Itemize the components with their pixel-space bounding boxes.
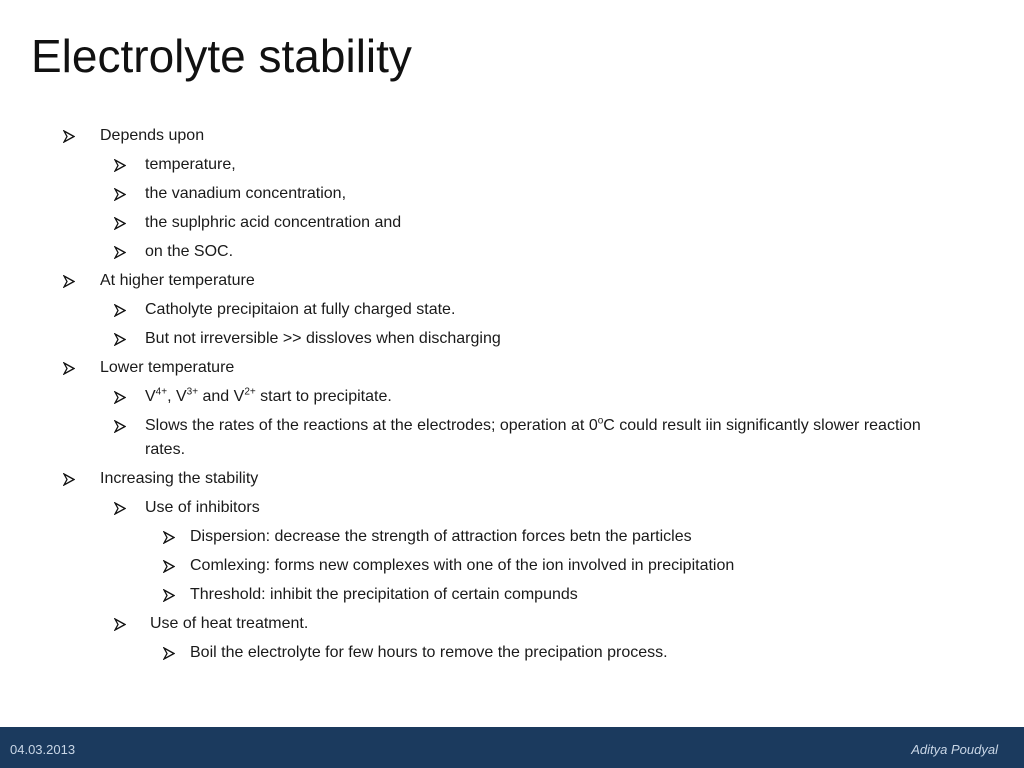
bullet-text: Use of inhibitors (145, 499, 260, 516)
arrowhead-bullet-icon (113, 184, 127, 204)
bullet-text: Depends upon (100, 127, 205, 144)
bullet-list (0, 126, 1024, 663)
bullet-boil (0, 643, 1024, 663)
v-rest: start to precipitate. (255, 388, 392, 405)
bullet-text: temperature, (145, 156, 236, 173)
arrowhead-bullet-icon (113, 155, 127, 175)
footer-date: 04.03.2013 (10, 742, 76, 757)
slows-text-part1: Slows the rates of the reactions at the electrodes; operation at 0 (145, 417, 598, 434)
bullet-text: on the SOC. (145, 243, 234, 260)
v-separator: , V (167, 388, 187, 405)
bullet-text: the suplphric acid concentration and (145, 214, 402, 231)
arrowhead-bullet-icon (113, 329, 127, 349)
bullet-text: Comlexing: forms new complexes with one of the ion involved in precipitation (190, 557, 735, 574)
bullet-catholyte (0, 300, 1024, 320)
bullet-text: Use of heat treatment. (150, 615, 309, 632)
bullet-vanadium-ions (0, 387, 1024, 407)
bullet-text: Dispersion: decrease the strength of attraction forces betn the particles (190, 528, 692, 545)
bullet-increasing-stability (0, 469, 1024, 489)
bullet-text (145, 414, 925, 462)
arrowhead-bullet-icon (62, 126, 76, 146)
bullet-text: the vanadium concentration, (145, 185, 347, 202)
footer-bar (0, 727, 1024, 768)
bullet-temperature (0, 155, 1024, 175)
bullet-heat-treatment (0, 614, 1024, 634)
arrowhead-bullet-icon (113, 213, 127, 233)
bullet-soc (0, 242, 1024, 262)
bullet-text (145, 387, 925, 407)
charge-superscript: 2+ (244, 386, 256, 398)
arrowhead-bullet-icon (113, 387, 127, 407)
arrowhead-bullet-icon (162, 643, 176, 663)
bullet-acid-concentration (0, 213, 1024, 233)
bullet-not-irreversible (0, 329, 1024, 349)
charge-superscript: 4+ (155, 386, 168, 398)
degree-superscript: o (597, 415, 604, 427)
bullet-lower-temperature (0, 358, 1024, 378)
arrowhead-bullet-icon (162, 556, 176, 576)
arrowhead-bullet-icon (113, 416, 127, 436)
bullet-inhibitors (0, 498, 1024, 518)
bullet-text: But not irreversible >> dissloves when discharging (145, 330, 501, 347)
arrowhead-bullet-icon (113, 300, 127, 320)
bullet-higher-temperature (0, 271, 1024, 291)
charge-superscript: 3+ (186, 386, 199, 398)
bullet-text: Increasing the stability (100, 470, 259, 487)
arrowhead-bullet-icon (113, 614, 127, 634)
bullet-threshold (0, 585, 1024, 605)
slide-title: Electrolyte stability (31, 30, 412, 82)
slows-text-part2: C could result iin significantly slower reaction rates. (145, 417, 921, 458)
bullet-text: Lower temperature (100, 359, 235, 376)
arrowhead-bullet-icon (62, 358, 76, 378)
bullet-depends-upon (0, 126, 1024, 146)
bullet-vanadium-concentration (0, 184, 1024, 204)
arrowhead-bullet-icon (113, 242, 127, 262)
footer-author: Aditya Poudyal (911, 742, 998, 757)
bullet-dispersion (0, 527, 1024, 547)
bullet-text: At higher temperature (100, 272, 255, 289)
arrowhead-bullet-icon (113, 498, 127, 518)
arrowhead-bullet-icon (162, 527, 176, 547)
bullet-text: Threshold: inhibit the precipitation of certain compunds (190, 586, 578, 603)
v-separator: and V (198, 388, 245, 405)
bullet-text: Catholyte precipitaion at fully charged state. (145, 301, 456, 318)
bullet-text: Boil the electrolyte for few hours to remove the precipation process. (190, 644, 668, 661)
arrowhead-bullet-icon (62, 469, 76, 489)
arrowhead-bullet-icon (62, 271, 76, 291)
bullet-slows-rates (0, 414, 1024, 462)
bullet-complexing (0, 556, 1024, 576)
arrowhead-bullet-icon (162, 585, 176, 605)
v-symbol: V (145, 388, 156, 405)
